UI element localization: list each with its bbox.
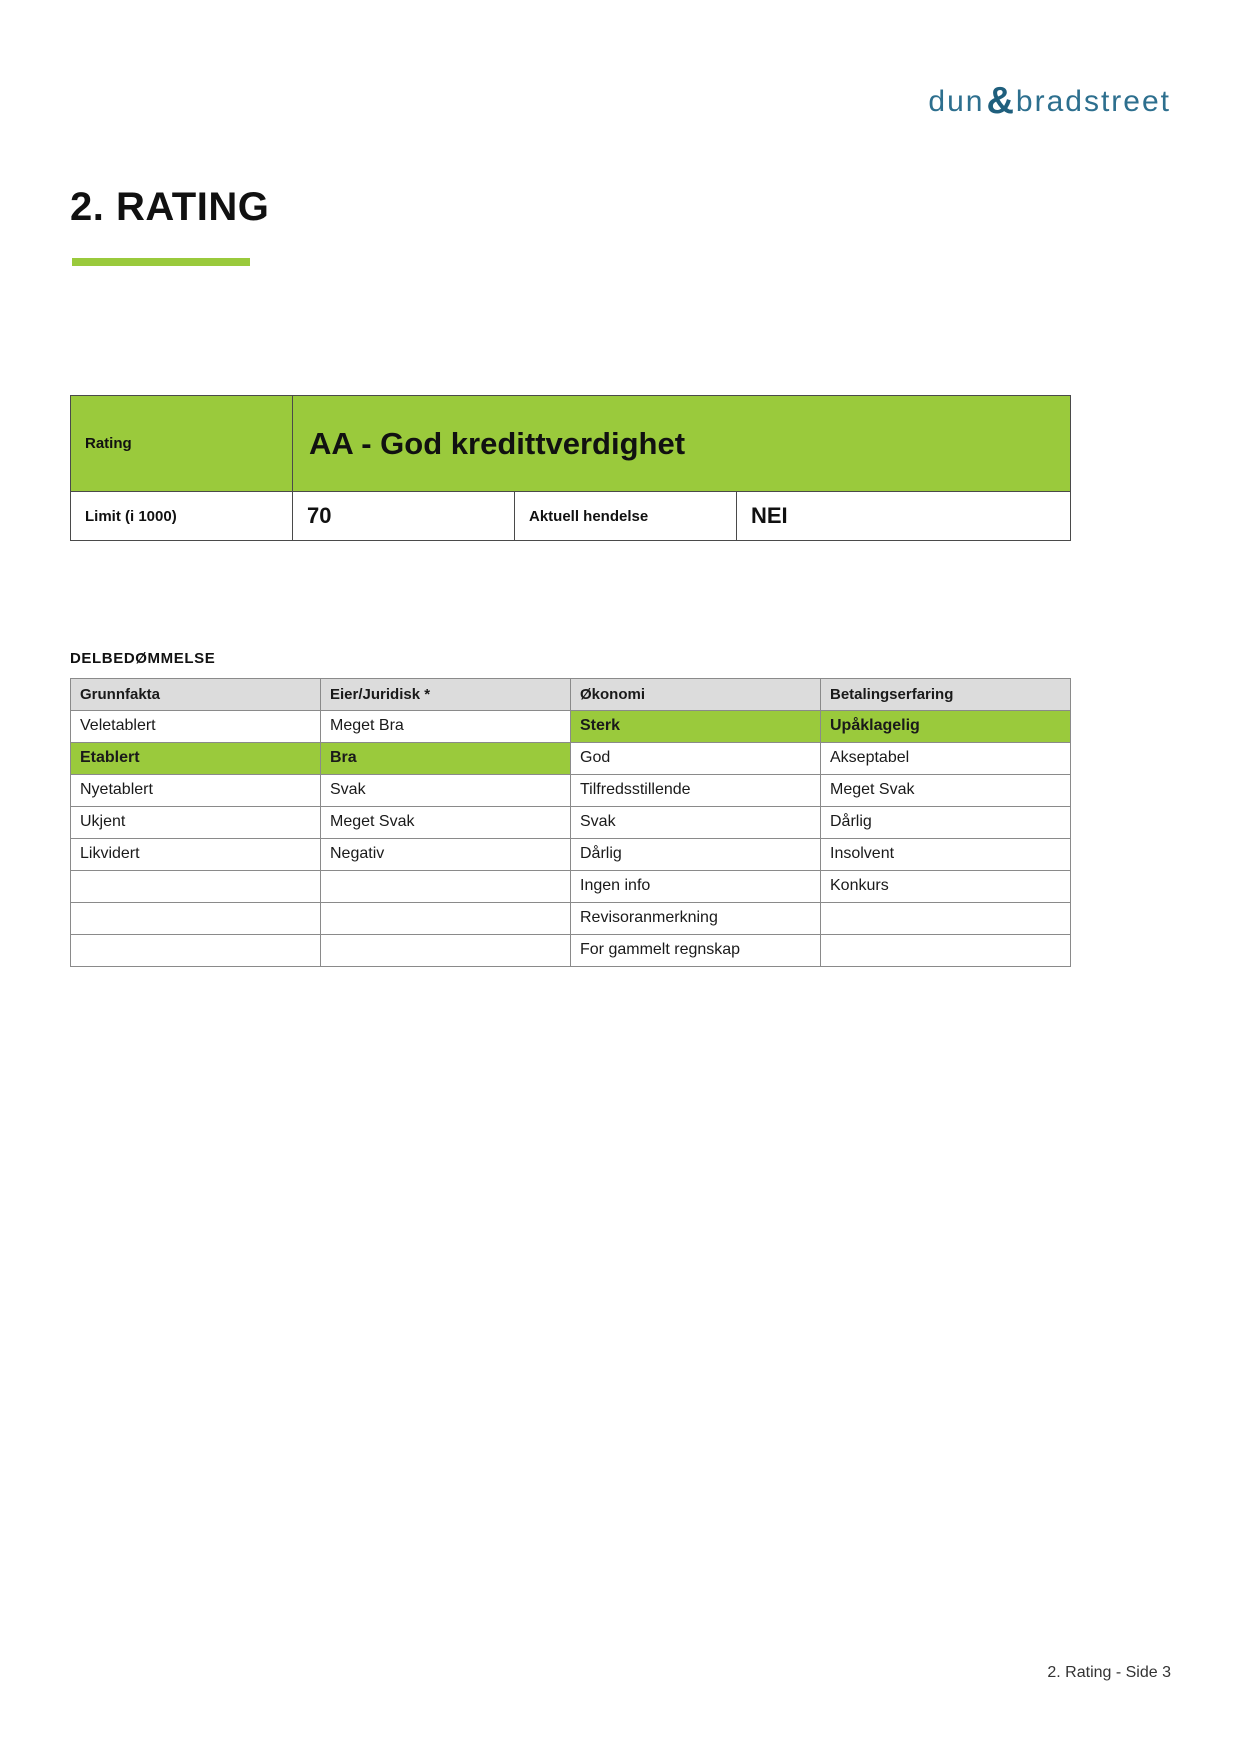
table-cell xyxy=(821,935,1071,967)
table-cell: Dårlig xyxy=(571,839,821,871)
table-cell: Konkurs xyxy=(821,871,1071,903)
dun-bradstreet-logo xyxy=(928,78,1171,121)
title-underline-rule xyxy=(72,258,250,266)
table-cell: Ukjent xyxy=(71,807,321,839)
table-row xyxy=(71,807,1071,839)
rating-label: Rating xyxy=(85,435,132,452)
table-cell: Ingen info xyxy=(571,871,821,903)
table-cell: Svak xyxy=(571,807,821,839)
table-cell: Meget Bra xyxy=(321,711,571,743)
table-cell xyxy=(71,871,321,903)
table-header-row xyxy=(71,679,1071,711)
column-header: Betalingserfaring xyxy=(821,679,1071,711)
table-cell: Revisoranmerkning xyxy=(571,903,821,935)
logo-ampersand-icon: & xyxy=(986,80,1014,122)
table-cell: Meget Svak xyxy=(321,807,571,839)
table-row xyxy=(71,492,1071,541)
logo-word-dun: dun xyxy=(928,85,985,118)
column-header: Økonomi xyxy=(571,679,821,711)
table-cell xyxy=(71,935,321,967)
table-row xyxy=(71,839,1071,871)
rating-value: AA - God kredittverdighet xyxy=(309,425,686,461)
table-cell: Akseptabel xyxy=(821,743,1071,775)
table-cell: Upåklagelig xyxy=(821,711,1071,743)
delbedommelse-table xyxy=(70,678,1071,967)
rating-summary-table xyxy=(70,395,1071,541)
table-cell xyxy=(821,903,1071,935)
table-cell: Meget Svak xyxy=(821,775,1071,807)
table-cell: Nyetablert xyxy=(71,775,321,807)
page-title: 2. RATING xyxy=(70,185,270,229)
table-row xyxy=(71,396,1071,492)
column-header: Eier/Juridisk * xyxy=(321,679,571,711)
table-cell: Dårlig xyxy=(821,807,1071,839)
table-cell: Negativ xyxy=(321,839,571,871)
table-cell xyxy=(321,871,571,903)
limit-label: Limit (i 1000) xyxy=(85,507,177,525)
limit-label-cell xyxy=(71,492,293,541)
table-row xyxy=(71,743,1071,775)
table-cell: Bra xyxy=(321,743,571,775)
table-cell xyxy=(321,903,571,935)
column-header: Grunnfakta xyxy=(71,679,321,711)
table-cell: Svak xyxy=(321,775,571,807)
table-cell: Sterk xyxy=(571,711,821,743)
table-cell xyxy=(71,903,321,935)
table-cell: Likvidert xyxy=(71,839,321,871)
table-cell: Insolvent xyxy=(821,839,1071,871)
delbedommelse-heading: DELBEDØMMELSE xyxy=(70,650,216,667)
table-row xyxy=(71,935,1071,967)
limit-value: 70 xyxy=(307,503,332,528)
page-footer: 2. Rating - Side 3 xyxy=(1047,1664,1171,1681)
limit-value-cell xyxy=(293,492,515,541)
event-value-cell xyxy=(737,492,1071,541)
table-row xyxy=(71,903,1071,935)
table-cell: Veletablert xyxy=(71,711,321,743)
table-cell xyxy=(321,935,571,967)
rating-label-cell xyxy=(71,396,293,492)
table-cell: Tilfredsstillende xyxy=(571,775,821,807)
table-cell: For gammelt regnskap xyxy=(571,935,821,967)
logo-word-bradstreet: bradstreet xyxy=(1015,85,1171,118)
table-row xyxy=(71,775,1071,807)
event-label-cell xyxy=(515,492,737,541)
table-row xyxy=(71,711,1071,743)
table-cell: Etablert xyxy=(71,743,321,775)
table-row xyxy=(71,871,1071,903)
event-label: Aktuell hendelse xyxy=(529,507,649,525)
event-value: NEI xyxy=(751,503,788,528)
rating-value-cell xyxy=(293,396,1071,492)
table-cell: God xyxy=(571,743,821,775)
